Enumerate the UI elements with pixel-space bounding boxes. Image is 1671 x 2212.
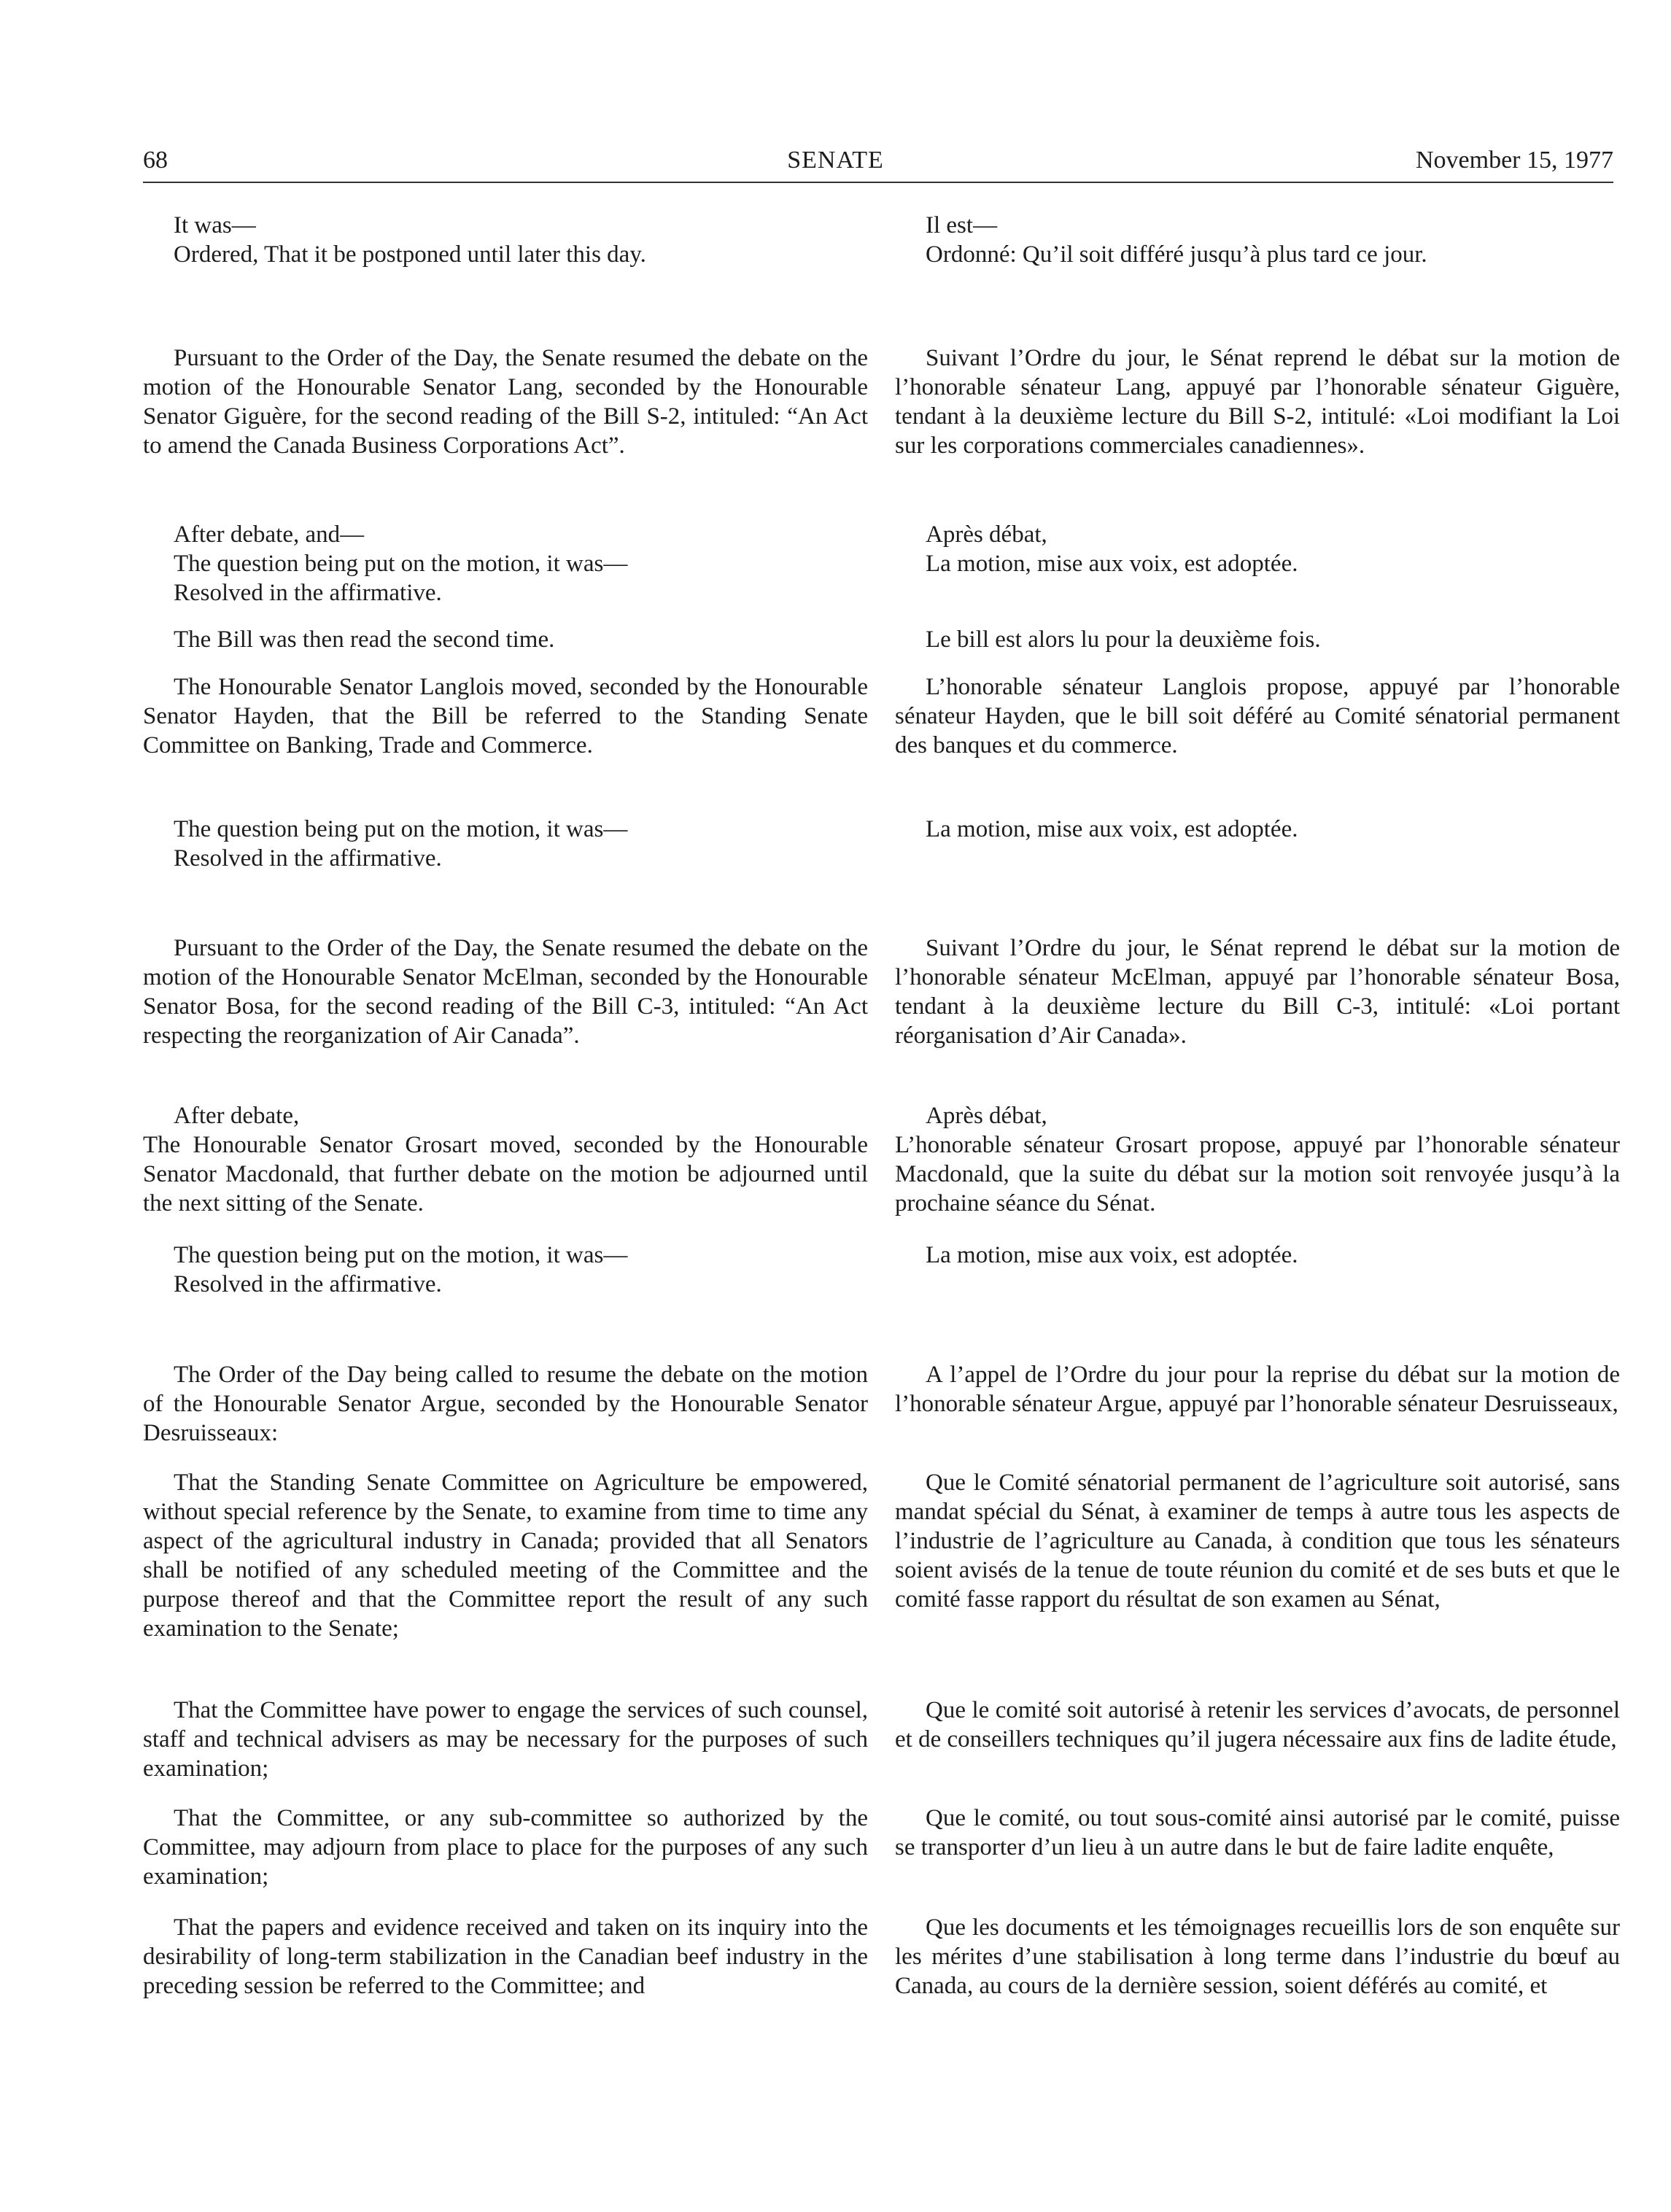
- en-block-papers: [143, 1913, 868, 2000]
- en-paragraph: Pursuant to the Order of the Day, the Senate resumed the debate on the motion of the Honourable Senator Lang, seconded by the Honourable Senator Giguère, for the second reading of the Bill S-2, intituled: “An Act to amend the Canada Business Corporations Act”.: [143, 345, 868, 459]
- en-paragraph: The Order of the Day being called to resume the debate on the motion of the Honourable Senator Argue, seconded by the Honourable Senator Desruisseaux:: [143, 1362, 868, 1446]
- en-block-counsel: [143, 1696, 868, 1783]
- en-block-argue: [143, 1360, 868, 1448]
- fr-block-s2: [895, 344, 1620, 460]
- en-paragraph: Pursuant to the Order of the Day, the Senate resumed the debate on the motion of the Honourable Senator McElman, seconded by the Honourable Senator Bosa, for the second reading of the Bill C-3, intituled: “An Act respecting the reorganization of Air Canada”.: [143, 935, 868, 1049]
- fr-apres-debat: Après débat,: [926, 1103, 1047, 1129]
- fr-paragraph: Que le Comité sénatorial permanent de l’agriculture soit autorisé, sans mandat spécial du Sénat, à examiner de temps à autre tous les aspects de l’industrie de l’agriculture au Canada, à condition que tous les sénateurs soient avisés de la tenue de toute réunion du comité et de ses buts et que le comité fasse rapport du résultat de son examen au Sénat,: [895, 1470, 1620, 1613]
- en-block-agriculture: [143, 1468, 868, 1643]
- page-title: SENATE: [787, 147, 884, 174]
- fr-paragraph: L’honorable sénateur Grosart propose, appuyé par l’honorable sénateur Macdonald, que la suite du débat sur la motion soit renvoyée jusqu’à la prochaine séance du Sénat.: [895, 1132, 1620, 1216]
- en-block-question-2: [143, 1241, 868, 1299]
- fr-block-counsel: [895, 1696, 1620, 1754]
- en-block-c3: [143, 934, 868, 1050]
- en-block-adjourn: [143, 1804, 868, 1891]
- en-question-line: The question being put on the motion, it was—: [174, 1242, 628, 1268]
- fr-adoptee-line: La motion, mise aux voix, est adoptée.: [926, 551, 1298, 577]
- header-rule: [143, 182, 1613, 183]
- fr-block-papers: [895, 1913, 1620, 2000]
- en-block-referral: [143, 672, 868, 760]
- en-block-question: [143, 815, 868, 873]
- fr-block-question: [895, 815, 1620, 844]
- en-block-postponed: [143, 211, 868, 269]
- fr-paragraph: Que le comité, ou tout sous-comité ainsi autorisé par le comité, puisse se transporter d’un lieu à un autre dans le but de faire ladite enquête,: [895, 1805, 1620, 1860]
- en-block-second-reading: [143, 625, 868, 654]
- fr-block-c3: [895, 934, 1620, 1050]
- en-it-was: It was—: [174, 212, 256, 238]
- en-block-grosart: [143, 1101, 868, 1218]
- fr-adoptee-line: La motion, mise aux voix, est adoptée.: [926, 816, 1298, 842]
- fr-block-argue: [895, 1360, 1620, 1419]
- en-paragraph: That the papers and evidence received and taken on its inquiry into the desirability of long-term stabilization in the Canadian beef industry in the preceding session be referred to the Committee; and: [143, 1914, 868, 1999]
- en-block-after-debate: [143, 520, 868, 608]
- en-question-line: The question being put on the motion, it was—: [174, 551, 628, 577]
- fr-block-second-reading: [895, 625, 1620, 654]
- en-resolved-line: Resolved in the affirmative.: [174, 580, 442, 606]
- fr-paragraph: Le bill est alors lu pour la deuxième fois.: [926, 626, 1321, 653]
- fr-ordonne-line: Ordonné: Qu’il soit différé jusqu’à plus tard ce jour.: [926, 241, 1427, 268]
- page-number: 68: [143, 147, 168, 174]
- fr-block-grosart: [895, 1101, 1620, 1218]
- fr-adoptee-line: La motion, mise aux voix, est adoptée.: [926, 1242, 1298, 1268]
- en-paragraph: That the Committee, or any sub-committee so authorized by the Committee, may adjourn from place to place for the purposes of any such examination;: [143, 1805, 868, 1890]
- fr-il-est: Il est—: [926, 212, 998, 238]
- fr-block-question-2: [895, 1241, 1620, 1270]
- en-resolved-line: Resolved in the affirmative.: [174, 845, 442, 872]
- en-ordered-line: Ordered, That it be postponed until later this day.: [174, 241, 646, 268]
- fr-paragraph: A l’appel de l’Ordre du jour pour la reprise du débat sur la motion de l’honorable sénateur Argue, appuyé par l’honorable sénateur Desruisseaux,: [895, 1362, 1620, 1417]
- en-paragraph: The Honourable Senator Grosart moved, seconded by the Honourable Senator Macdonald, that further debate on the motion be adjourned until the next sitting of the Senate.: [143, 1132, 868, 1216]
- fr-block-referral: [895, 672, 1620, 760]
- en-block-s2: [143, 344, 868, 460]
- fr-block-postponed: [895, 211, 1620, 269]
- en-question-line: The question being put on the motion, it was—: [174, 816, 628, 842]
- fr-apres-debat: Après débat,: [926, 521, 1047, 548]
- page-date: November 15, 1977: [1415, 147, 1613, 174]
- fr-block-adjourn: [895, 1804, 1620, 1862]
- en-after-debate: After debate,: [174, 1103, 300, 1129]
- en-after-debate: After debate, and—: [174, 521, 365, 548]
- fr-paragraph: Que les documents et les témoignages recueillis lors de son enquête sur les mérites d’une stabilisation à long terme dans l’industrie du bœuf au Canada, au cours de la dernière session, soient déférés au comité, et: [895, 1914, 1620, 1999]
- fr-block-after-debate: [895, 520, 1620, 578]
- en-paragraph: That the Committee have power to engage the services of such counsel, staff and technical advisers as may be necessary for the purposes of such examination;: [143, 1697, 868, 1782]
- en-paragraph: That the Standing Senate Committee on Agriculture be empowered, without special reference by the Senate, to examine from time to time any aspect of the agricultural industry in Canada; provided that all Senators shall be notified of any scheduled meeting of the Committee and the purpose thereof and that the Committee report the result of any such examination to the Senate;: [143, 1470, 868, 1642]
- fr-block-agriculture: [895, 1468, 1620, 1614]
- fr-paragraph: L’honorable sénateur Langlois propose, appuyé par l’honorable sénateur Hayden, que le bill soit déféré au Comité sénatorial permanent des banques et du commerce.: [895, 674, 1620, 758]
- en-paragraph: The Bill was then read the second time.: [174, 626, 555, 653]
- fr-paragraph: Suivant l’Ordre du jour, le Sénat reprend le débat sur la motion de l’honorable sénateur McElman, appuyé par l’honorable sénateur Bosa, tendant à la deuxième lecture du Bill C-3, intitulé: «Loi portant réorganisation d’Air Canada».: [895, 935, 1620, 1049]
- en-resolved-line: Resolved in the affirmative.: [174, 1271, 442, 1297]
- en-paragraph: The Honourable Senator Langlois moved, seconded by the Honourable Senator Hayden, that the Bill be referred to the Standing Senate Committee on Banking, Trade and Commerce.: [143, 674, 868, 758]
- fr-paragraph: Que le comité soit autorisé à retenir les services d’avocats, de personnel et de conseillers techniques qu’il jugera nécessaire aux fins de ladite étude,: [895, 1697, 1620, 1753]
- fr-paragraph: Suivant l’Ordre du jour, le Sénat reprend le débat sur la motion de l’honorable sénateur Lang, appuyé par l’honorable sénateur Giguère, tendant à la deuxième lecture du Bill S-2, intitulé: «Loi modifiant la Loi sur les corporations commerciales canadiennes».: [895, 345, 1620, 459]
